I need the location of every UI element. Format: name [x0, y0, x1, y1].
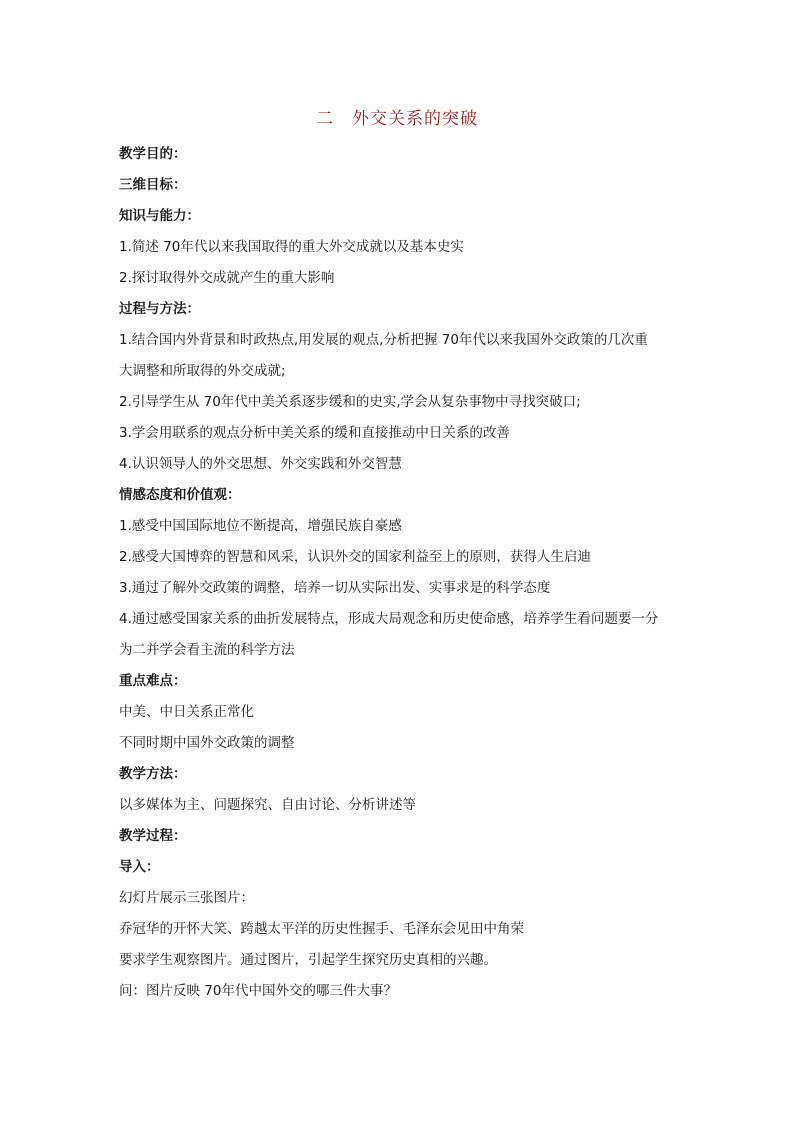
process-item-1: 1.结合国内外背景和时政热点,用发展的观点,分析把握 70年代以来我国外交政策的几次重: [119, 332, 648, 348]
process-item-3: 3.学会用联系的观点分析中美关系的缓和直接推动中日关系的改善: [119, 425, 510, 441]
process-item-2: 2.引导学生从 70年代中美关系逐步缓和的史实,学会从复杂事物中寻找突破口;: [119, 394, 581, 410]
teaching-method-text: 以多媒体为主、问题探究、自由讨论、分析讲述等: [119, 797, 416, 813]
emotion-item-3: 3.通过了解外交政策的调整，培养一切从实际出发、实事求是的科学态度: [119, 580, 551, 596]
heading-knowledge-ability: 知识与能力：: [119, 208, 200, 224]
heading-teaching-method: 教学方法：: [119, 766, 187, 782]
key-point-1: 中美、中日关系正常化: [119, 704, 254, 720]
intro-question: 问：图片反映 70年代中国外交的哪三件大事？: [119, 983, 397, 999]
emotion-item-1: 1.感受中国国际地位不断提高，增强民族自豪感: [119, 518, 402, 534]
knowledge-item-2: 2.探讨取得外交成就产生的重大影响: [119, 270, 335, 286]
intro-line-3: 要求学生观察图片。通过图片，引起学生探究历史真相的兴趣。: [119, 952, 497, 968]
key-point-2: 不同时期中国外交政策的调整: [119, 735, 295, 751]
heading-key-difficulties: 重点难点：: [119, 673, 187, 689]
process-item-1-continued: 大调整和所取得的外交成就;: [119, 363, 286, 379]
title-text: 外交关系的突破: [352, 109, 478, 129]
emotion-item-2: 2.感受大国博弈的智慧和风采，认识外交的国家利益至上的原则，获得人生启迪: [119, 549, 591, 565]
knowledge-item-1: 1.简述 70年代以来我国取得的重大外交成就以及基本史实: [119, 239, 464, 255]
heading-emotion-values: 情感态度和价值观：: [119, 487, 241, 503]
heading-introduction: 导入：: [119, 859, 160, 875]
heading-teaching-process: 教学过程：: [119, 828, 187, 844]
emotion-item-4: 4.通过感受国家关系的曲折发展特点，形成大局观念和历史使命感，培养学生看问题要一分: [119, 611, 659, 627]
title-number: 二: [316, 109, 334, 129]
process-item-4: 4.认识领导人的外交思想、外交实践和外交智慧: [119, 456, 402, 472]
emotion-item-4-continued: 为二并学会看主流的科学方法: [119, 642, 295, 658]
document-title: [0, 104, 794, 129]
heading-three-dimension-goals: 三维目标：: [119, 177, 187, 193]
intro-line-1: 幻灯片展示三张图片：: [119, 890, 254, 906]
heading-teaching-goal: 教学目的：: [119, 146, 187, 162]
intro-line-2: 乔冠华的开怀大笑、跨越太平洋的历史性握手、毛泽东会见田中角荣: [119, 921, 524, 937]
heading-process-method: 过程与方法：: [119, 301, 200, 317]
